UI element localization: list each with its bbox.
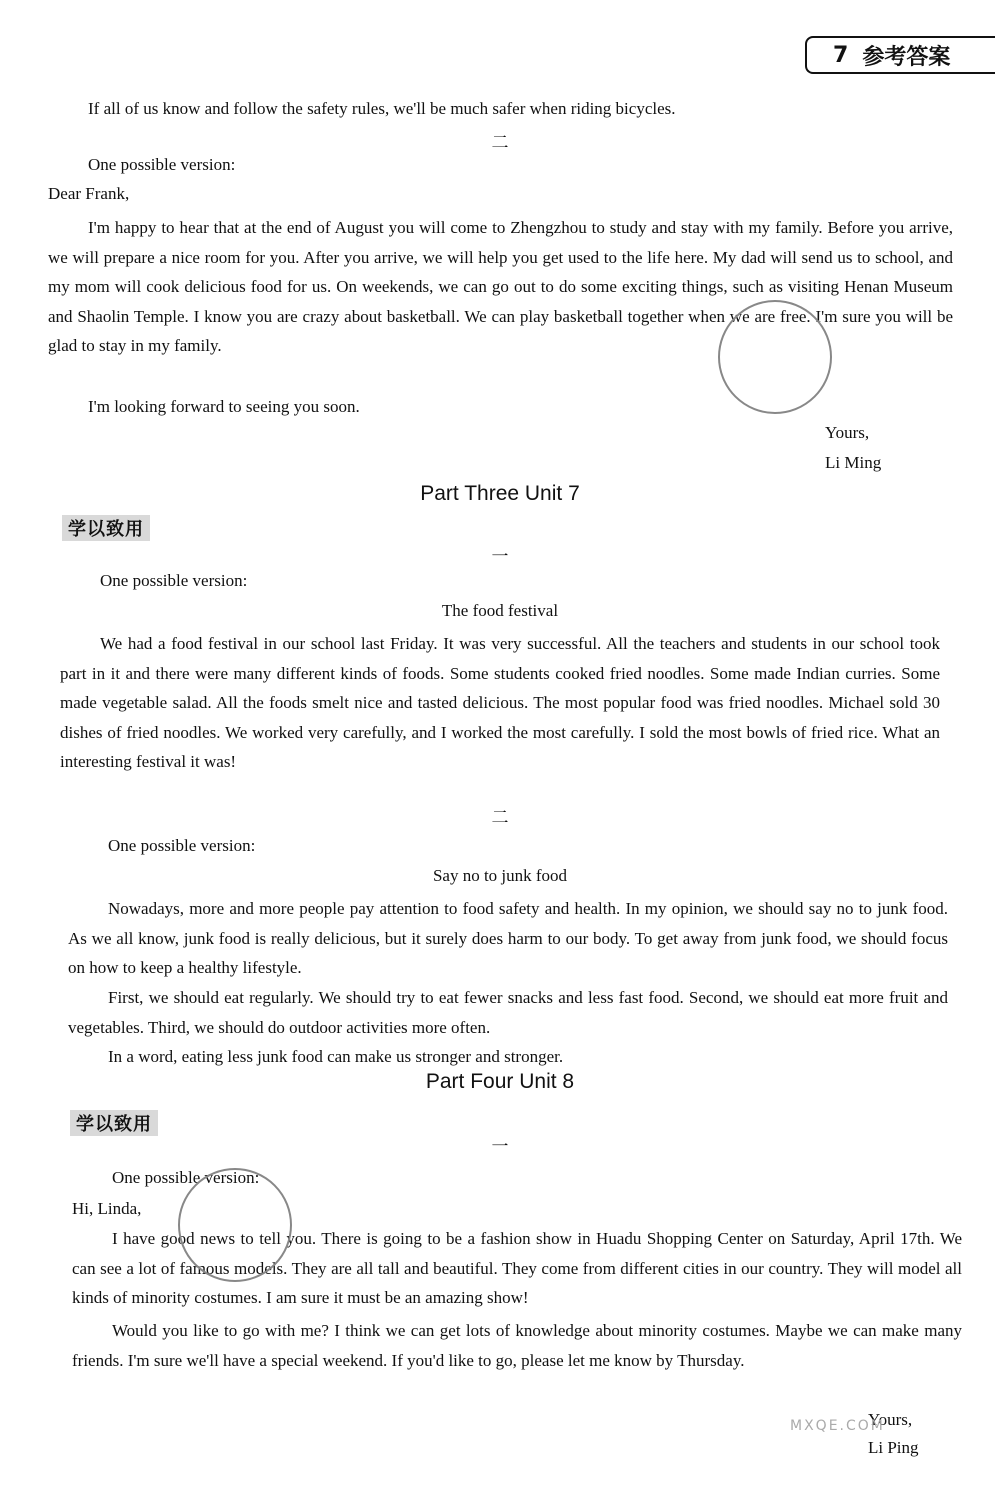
part3-marker1: 一 (491, 547, 509, 566)
section-marker-2: 二 (491, 133, 509, 152)
part3-version-label1: One possible version: (100, 571, 248, 590)
part4-heading: Part Four Unit 8 (425, 1070, 575, 1093)
part4-marker1: 一 (491, 1137, 509, 1156)
letter2-closing: Yours, (868, 1410, 913, 1429)
letter2-signature: Li Ping (868, 1438, 919, 1457)
part3-marker2: 二 (491, 808, 509, 827)
essay1-body: We had a food festival in our school last Friday. It was very successful. All the teachers and students in our school took part in it and there were many different kinds of foods. Some students cooked fried noodles. Some made Indian curries. Some made vegetable salad. All the foods smelt nice and tasted delicious. The most popular food was fried noodles. Michael sold 30 dishes of fried noodles. We worked very carefully, and I worked the most carefully. I sold the most bowls of fried rice. What an interesting festival it was! (60, 634, 940, 771)
page-header-badge (805, 36, 995, 74)
essay2-paragraph1: Nowadays, more and more people pay attention to food safety and health. In my opinion, we should say no to junk food. As we all know, junk food is really delicious, but it surely does harm to our body. To get away from junk food, we should focus on how to keep a healthy lifestyle. (68, 899, 948, 977)
letter2-paragraph1: I have good news to tell you. There is going to be a fashion show in Huadu Shopping Center on Saturday, April 17th. We can see a lot of famous models. They are all tall and beautiful. They come from different cities in our country. They will model all kinds of minority costumes. I am sure it must be an amazing show! (72, 1229, 962, 1307)
stamp-seal (718, 300, 832, 414)
part3-tag: 学以致用 (62, 515, 150, 541)
part4-tag: 学以致用 (70, 1110, 158, 1136)
letter2-paragraph2: Would you like to go with me? I think we can get lots of knowledge about minority costumes. Maybe we can make many friends. I'm sure we'll have a special weekend. If you'd like to go, please let me know by Thursday. (72, 1321, 962, 1370)
part3-version-label2: One possible version: (108, 836, 256, 855)
essay2-title: Say no to junk food (432, 866, 568, 885)
part4-version-label: One possible version: (112, 1168, 260, 1187)
letter1-closing: Yours, (825, 423, 870, 442)
essay1-title: The food festival (441, 601, 559, 620)
letter1-signature: Li Ming (825, 453, 882, 472)
letter1-version-label: One possible version: (88, 155, 236, 174)
watermark: MXQE.COM (790, 1418, 885, 1434)
letter2-greeting: Hi, Linda, (72, 1199, 142, 1218)
header-title: 参考答案 (862, 44, 951, 70)
essay2-paragraph2: First, we should eat regularly. We should try to eat fewer snacks and less fast food. Second, we should eat more fruit and vegetables. Third, we should do outdoor activities more often. (68, 988, 948, 1037)
essay2-paragraph3: In a word, eating less junk food can make us stronger and stronger. (108, 1047, 564, 1066)
part3-heading: Part Three Unit 7 (420, 482, 580, 505)
letter1-paragraph2: I'm looking forward to seeing you soon. (88, 397, 360, 416)
intro-line: If all of us know and follow the safety rules, we'll be much safer when riding bicycles. (88, 99, 676, 118)
letter1-paragraph1: I'm happy to hear that at the end of August you will come to Zhengzhou to study and stay with my family. Before you arrive, we will prepare a nice room for you. After you arrive, we will help you get used to the life here. My dad will send us to school, and my mom will cook delicious food for us. On weekends, we can go out to do some exciting things, such as visiting Henan Museum and Shaolin Temple. I know you are crazy about basketball. We can play basketball together when we are free. I'm sure you will be glad to stay in my family. (48, 218, 953, 355)
page-number: 7 (833, 42, 849, 68)
letter1-greeting: Dear Frank, (48, 184, 130, 203)
stamp-seal-2 (178, 1168, 292, 1282)
